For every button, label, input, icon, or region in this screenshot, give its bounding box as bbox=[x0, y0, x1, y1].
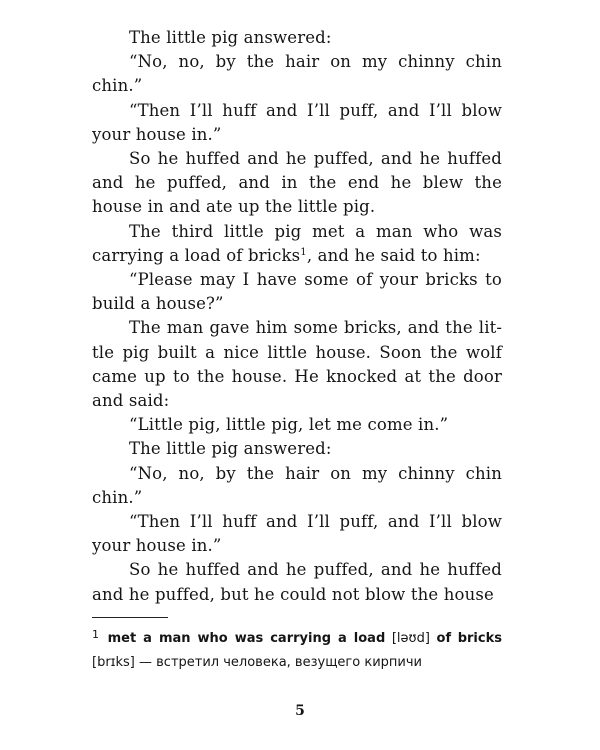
footnote-phrase: met a man who was carrying a load bbox=[107, 631, 386, 646]
footnote-translation: — встретил человека, везущего кирпичи bbox=[139, 654, 422, 670]
paragraph: The little pig answered: bbox=[129, 28, 332, 47]
story-text bbox=[92, 26, 502, 607]
paragraph: The man gave him some bricks, and the little pig built a nice little house. Soon the wolf came up to the house. He knocked at the door and said: bbox=[92, 318, 502, 411]
paragraph: “No, no, by the hair on my chinny chin chin.” bbox=[92, 52, 502, 96]
page-number: 5 bbox=[295, 703, 305, 719]
footnote-divider bbox=[92, 617, 168, 618]
footnote bbox=[92, 627, 502, 674]
footnote-of: of bbox=[436, 631, 452, 646]
paragraph: “Then I’ll huff and I’ll puff, and I’ll blow your house in.” bbox=[92, 512, 502, 556]
footnote-marker: 1 bbox=[92, 628, 99, 641]
footnote-phrase-ipa: [ləʊd] bbox=[391, 631, 430, 646]
paragraph: “Then I’ll huff and I’ll puff, and I’ll blow your house in.” bbox=[92, 100, 502, 144]
paragraph: “No, no, by the hair on my chinny chin chin.” bbox=[92, 463, 502, 507]
paragraph: “Please may I have some of your bricks to build a house?” bbox=[92, 270, 502, 314]
footnote-bricks: bricks bbox=[457, 631, 502, 646]
paragraph: The little pig answered: bbox=[129, 439, 332, 459]
footnote-bricks-ipa: [brɪks] bbox=[92, 654, 135, 670]
footnote-reference: 1 bbox=[300, 246, 307, 258]
paragraph-with-footnote bbox=[92, 220, 502, 268]
paragraph: “Little pig, little pig, let me come in.” bbox=[129, 415, 449, 435]
paragraph: So he huffed and he puffed, and he huffed and he puffed, and in the end he blew the house in and ate up the little pig. bbox=[92, 149, 502, 217]
paragraph: So he huffed and he puffed, and he huffed and he puffed, but he could not blow the house bbox=[92, 560, 502, 604]
paragraph-text: The third little pig met a man who was carrying a load of bricks bbox=[92, 221, 502, 265]
paragraph-text-tail: , and he said to him: bbox=[306, 245, 481, 265]
